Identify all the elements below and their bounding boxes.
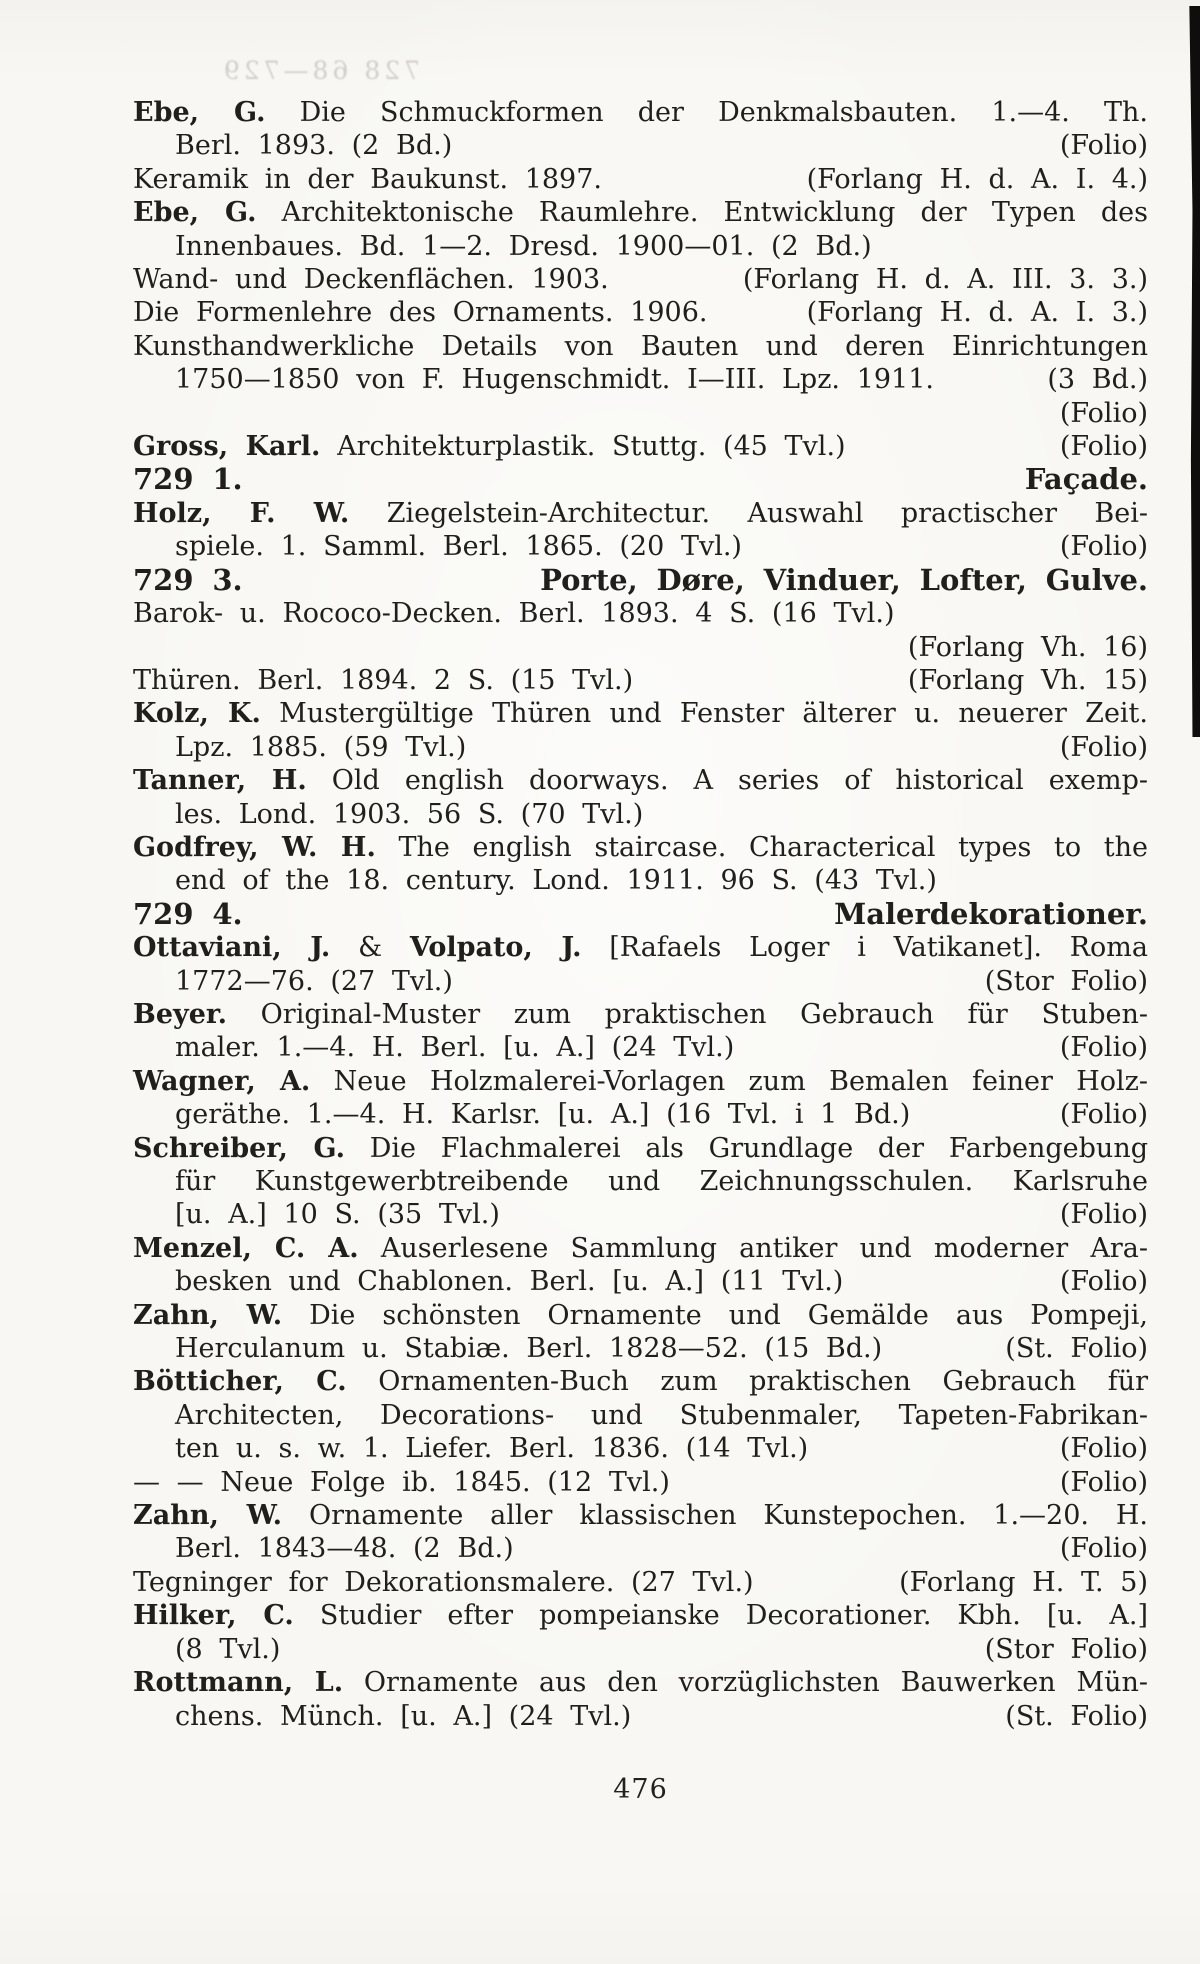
author-name: Menzel, C. A.	[133, 1232, 359, 1264]
author-name: 729 3.	[133, 562, 243, 597]
entry-left	[133, 1500, 1148, 1531]
author-name: Kolz, K.	[133, 698, 261, 730]
entry-text: Thüren. Berl. 1894. 2 S. (15 Tvl.)	[133, 664, 634, 696]
catalog-line	[133, 631, 1148, 664]
catalog-line	[133, 998, 1148, 1031]
entry-right	[1040, 430, 1148, 463]
entry-left	[175, 1166, 1148, 1197]
entry-left	[133, 1233, 1148, 1264]
entry-left	[133, 1366, 1148, 1397]
entry-text: — — Neue Folge ib. 1845. (12 Tvl.)	[133, 1466, 670, 1498]
catalog-line	[133, 397, 1148, 430]
entry-right	[985, 1332, 1148, 1365]
entry-right	[520, 564, 1148, 597]
entry-right	[965, 965, 1148, 998]
shelf-note: (Folio)	[1059, 1533, 1148, 1565]
entry-left	[133, 832, 1148, 863]
author-name: Ebe, G.	[133, 97, 266, 128]
catalog-line	[133, 1466, 1148, 1499]
entry-right	[723, 263, 1148, 296]
entry-left	[133, 463, 243, 496]
entry-right	[814, 898, 1148, 931]
entry-text: Ornamenten-Buch zum praktischen Gebrauch für	[346, 1366, 1148, 1398]
catalog-line	[133, 163, 1148, 196]
entry-text: Ornamente aus den vorzüglichsten Bauwerken Mün-	[343, 1667, 1149, 1699]
catalog-text-block	[133, 96, 1148, 1805]
entry-text: Lpz. 1885. (59 Tvl.)	[175, 731, 467, 763]
shelf-note: (Folio)	[1059, 1433, 1148, 1465]
catalog-line	[133, 129, 1148, 162]
entry-left	[175, 1098, 910, 1131]
entry-left	[133, 664, 633, 697]
entry-left	[133, 163, 602, 196]
entry-text: Tegninger for Dekorationsmalere. (27 Tvl.)	[133, 1566, 754, 1598]
entry-left	[175, 129, 452, 162]
entry-right	[1005, 463, 1148, 496]
catalog-line	[133, 330, 1148, 363]
entry-text: (8 Tvl.)	[175, 1633, 281, 1665]
author-name: Volpato, J.	[409, 932, 582, 964]
catalog-line	[133, 1132, 1148, 1165]
entry-left	[175, 1265, 843, 1298]
author-name: Wagner, A.	[133, 1065, 311, 1097]
entry-left	[175, 1432, 808, 1465]
author-name: Tanner, H.	[133, 765, 307, 797]
shelf-note: (St. Folio)	[1005, 1333, 1148, 1365]
section-title: Malerdekorationer.	[834, 896, 1148, 931]
author-name: Zahn, W.	[133, 1500, 283, 1532]
entry-text: Die Formenlehre des Ornaments. 1906.	[133, 297, 708, 329]
entry-right	[787, 296, 1148, 329]
entry-left	[175, 965, 453, 998]
entry-text: 1750—1850 von F. Hugenschmidt. I—III. Lpz. 1911.	[175, 364, 934, 396]
entry-left	[133, 296, 707, 329]
page-number: 476	[613, 1773, 668, 1805]
shelf-note: (Folio)	[1059, 1199, 1148, 1231]
entry-text: Mustergültige Thüren und Fenster älterer u. neuerer Zeit.	[260, 698, 1148, 730]
bleed-through-text: 728 68—729	[219, 56, 420, 85]
catalog-line	[133, 931, 1148, 964]
entry-right	[985, 1700, 1148, 1733]
author-name: Zahn, W.	[133, 1299, 283, 1331]
entry-right	[1040, 1198, 1148, 1231]
entry-text: Wand- und Deckenflächen. 1903.	[133, 264, 609, 296]
catalog-line	[133, 731, 1148, 764]
entry-left	[133, 999, 1148, 1030]
entry-right	[908, 632, 1148, 663]
entry-text: besken und Chablonen. Berl. [u. A.] (11 Tvl.)	[175, 1266, 844, 1298]
entry-right	[1040, 1031, 1148, 1064]
shelf-note: (Folio)	[1059, 397, 1148, 429]
entry-text: Auserlesene Sammlung antiker und moderner Ara-	[358, 1232, 1148, 1264]
shelf-note: (Stor Folio)	[984, 1633, 1148, 1665]
entry-text: les. Lond. 1903. 56 S. (70 Tvl.)	[175, 798, 644, 830]
entry-left	[133, 1667, 1148, 1698]
entry-text: Die schönsten Ornamente und Gemälde aus Pompeji,	[282, 1299, 1148, 1331]
catalog-line	[133, 1566, 1148, 1599]
entry-right	[1040, 129, 1148, 162]
catalog-line	[133, 96, 1148, 129]
shelf-note: (Forlang Vh. 16)	[907, 631, 1148, 663]
shelf-note: (Forlang H. d. A. I. 4.)	[806, 163, 1148, 195]
entry-left	[133, 765, 1148, 796]
author-name: 729 1.	[133, 462, 243, 497]
shelf-note: (Forlang H. d. A. III. 3. 3.)	[742, 264, 1148, 296]
catalog-line	[133, 1265, 1148, 1298]
catalog-line	[133, 1232, 1148, 1265]
entry-left	[175, 231, 872, 262]
entry-text: für Kunstgewerbtreibende und Zeichnungsschulen. Karlsruhe	[175, 1166, 1148, 1197]
entry-left	[133, 898, 243, 931]
entry-text: The english staircase. Characterical types to the	[375, 831, 1148, 863]
entry-right	[1027, 363, 1148, 396]
entry-text: maler. 1.—4. H. Berl. [u. A.] (24 Tvl.)	[175, 1032, 735, 1064]
entry-left	[133, 1300, 1148, 1331]
entry-left	[133, 197, 1148, 228]
shelf-note: (3 Bd.)	[1047, 364, 1148, 396]
entry-text: Berl. 1893. (2 Bd.)	[175, 130, 453, 162]
shelf-note: (Folio)	[1059, 531, 1148, 563]
catalog-line	[133, 196, 1148, 229]
catalog-line	[133, 1499, 1148, 1532]
catalog-line	[133, 597, 1148, 630]
author-name: Gross, Karl.	[133, 431, 321, 463]
catalog-line	[133, 497, 1148, 530]
entry-right	[1040, 530, 1148, 563]
shelf-note: (Folio)	[1059, 130, 1148, 162]
catalog-line	[133, 1700, 1148, 1733]
author-name: Bötticher, C.	[133, 1366, 347, 1398]
entry-text: Die Flachmalerei als Grundlage der Farbengebung	[345, 1132, 1148, 1164]
entry-right	[888, 664, 1148, 697]
entry-left	[133, 698, 1148, 729]
entry-text: Herculanum u. Stabiæ. Berl. 1828—52. (15 Bd.)	[175, 1333, 883, 1365]
catalog-line	[133, 1098, 1148, 1131]
entry-text: Innenbaues. Bd. 1—2. Dresd. 1900—01. (2 Bd.)	[175, 230, 872, 262]
entry-text: 1772—76. (27 Tvl.)	[175, 965, 453, 997]
catalog-line	[133, 230, 1148, 263]
catalog-line	[133, 1365, 1148, 1398]
entry-left	[133, 598, 895, 629]
entry-right	[1040, 1432, 1148, 1465]
entry-text: ten u. s. w. 1. Liefer. Berl. 1836. (14 Tvl.)	[175, 1433, 809, 1465]
entry-text: geräthe. 1.—4. H. Karlsr. [u. A.] (16 Tvl. i 1 Bd.)	[175, 1099, 911, 1131]
entry-text: Neue Holzmalerei-Vorlagen zum Bemalen feiner Holz-	[310, 1065, 1148, 1097]
entry-left	[133, 564, 243, 597]
entry-text: Ornamente aller klassischen Kunstepochen. 1.—20. H.	[282, 1500, 1149, 1532]
entry-left	[175, 363, 934, 396]
entry-left	[175, 1332, 882, 1365]
author-name: Ebe, G.	[133, 197, 257, 229]
entry-text: Berl. 1843—48. (2 Bd.)	[175, 1533, 514, 1565]
catalog-line	[133, 764, 1148, 797]
entry-left	[175, 1532, 514, 1565]
entry-text: Architekturplastik. Stuttg. (45 Tvl.)	[320, 431, 846, 463]
catalog-line	[133, 1065, 1148, 1098]
entry-right	[1040, 731, 1148, 764]
entry-left	[175, 1400, 1148, 1431]
entry-left	[133, 1066, 1148, 1097]
author-name: Holz, F. W.	[133, 497, 350, 529]
entry-right	[1040, 1466, 1148, 1499]
catalog-line	[133, 1198, 1148, 1231]
entry-left	[175, 865, 937, 896]
author-name: Rottmann, L.	[133, 1667, 344, 1699]
author-name: Hilker, C.	[133, 1600, 294, 1632]
entry-text: Ziegelstein-Architectur. Auswahl practischer Bei-	[349, 497, 1148, 529]
shelf-note: (Folio)	[1059, 431, 1148, 463]
shelf-note: (Forlang H. T. 5)	[899, 1566, 1148, 1598]
entry-left	[133, 97, 1148, 128]
entry-text: Old english doorways. A series of historical exemp-	[306, 765, 1148, 797]
entry-left	[175, 731, 466, 764]
entry-text: Studier efter pompeianske Decorationer. Kbh. [u. A.]	[293, 1600, 1148, 1632]
section-title: Façade.	[1024, 462, 1148, 497]
catalog-line	[133, 831, 1148, 864]
catalog-line	[133, 1165, 1148, 1198]
entry-text: Barok- u. Rococo-Decken. Berl. 1893. 4 S. (16 Tvl.)	[133, 598, 895, 630]
entry-text: Original-Muster zum praktischen Gebrauch für Stuben-	[227, 998, 1148, 1030]
shelf-note: (Forlang Vh. 15)	[907, 664, 1148, 696]
entry-left	[133, 1133, 1148, 1164]
catalog-line	[133, 363, 1148, 396]
catalog-line	[133, 263, 1148, 296]
entry-right	[965, 1633, 1148, 1666]
scan-edge-artifact	[1187, 6, 1200, 737]
shelf-note: (Folio)	[1059, 731, 1148, 763]
entry-text: Kunsthandwerkliche Details von Bauten und deren Einrichtungen	[133, 330, 1148, 362]
entry-right	[1060, 398, 1148, 429]
catalog-line	[133, 1031, 1148, 1064]
entry-left	[175, 1700, 631, 1733]
catalog-line	[133, 564, 1148, 597]
entry-left	[133, 932, 1148, 963]
section-title: Porte, Døre, Vinduer, Lofter, Gulve.	[540, 562, 1148, 597]
catalog-line	[133, 1666, 1148, 1699]
shelf-note: (Stor Folio)	[984, 965, 1148, 997]
entry-left	[133, 498, 1148, 529]
catalog-line	[133, 1599, 1148, 1632]
entry-text: Die Schmuckformen der Denkmalsbauten. 1.—4. Th.	[265, 97, 1148, 128]
entry-right	[787, 163, 1148, 196]
entry-left	[175, 799, 643, 830]
shelf-note: (Folio)	[1059, 1099, 1148, 1131]
entry-left	[175, 1198, 500, 1231]
entry-left	[133, 1566, 754, 1599]
catalog-lines	[133, 96, 1148, 1733]
entry-left	[133, 263, 609, 296]
catalog-line	[133, 530, 1148, 563]
catalog-line	[133, 864, 1148, 897]
entry-text: Architektonische Raumlehre. Entwicklung der Typen des	[256, 197, 1148, 229]
entry-left	[133, 331, 1148, 362]
entry-left	[133, 1466, 670, 1499]
entry-text: end of the 18. century. Lond. 1911. 96 S. (43 Tvl.)	[175, 865, 937, 897]
catalog-line	[133, 697, 1148, 730]
catalog-line	[133, 898, 1148, 931]
entry-left	[175, 1633, 280, 1666]
entry-left	[175, 530, 742, 563]
entry-right	[1040, 1532, 1148, 1565]
author-name: Ottaviani, J.	[133, 932, 331, 964]
catalog-line	[133, 664, 1148, 697]
catalog-line	[133, 1432, 1148, 1465]
entry-text: [Rafaels Loger i Vatikanet]. Roma	[581, 932, 1148, 964]
entry-right	[1040, 1098, 1148, 1131]
entry-text: Architecten, Decorations- und Stubenmaler, Tapeten-Fabrikan-	[175, 1399, 1148, 1431]
shelf-note: (Forlang H. d. A. I. 3.)	[806, 297, 1148, 329]
entry-text: [u. A.] 10 S. (35 Tvl.)	[175, 1199, 500, 1231]
entry-right	[879, 1566, 1148, 1599]
author-name: 729 4.	[133, 896, 243, 931]
catalog-line	[133, 798, 1148, 831]
shelf-note: (St. Folio)	[1005, 1700, 1148, 1732]
entry-text: spiele. 1. Samml. Berl. 1865. (20 Tvl.)	[175, 531, 742, 563]
catalog-line	[133, 1532, 1148, 1565]
shelf-note: (Folio)	[1059, 1266, 1148, 1298]
author-name: Beyer.	[133, 998, 228, 1030]
author-name: Godfrey, W. H.	[133, 831, 376, 863]
entry-right	[1040, 1265, 1148, 1298]
catalog-line	[133, 1399, 1148, 1432]
catalog-line	[133, 1332, 1148, 1365]
entry-left	[133, 430, 846, 463]
shelf-note: (Folio)	[1059, 1466, 1148, 1498]
catalog-line	[133, 1633, 1148, 1666]
entry-text: &	[330, 932, 410, 964]
entry-text: chens. Münch. [u. A.] (24 Tvl.)	[175, 1700, 632, 1732]
author-name: Schreiber, G.	[133, 1132, 346, 1164]
catalog-line	[133, 965, 1148, 998]
entry-left	[133, 1600, 1148, 1631]
entry-text: Keramik in der Baukunst. 1897.	[133, 163, 603, 195]
entry-left	[175, 1031, 734, 1064]
shelf-note: (Folio)	[1059, 1032, 1148, 1064]
catalog-line	[133, 296, 1148, 329]
catalog-line	[133, 1299, 1148, 1332]
catalog-line	[133, 430, 1148, 463]
catalog-line	[133, 463, 1148, 496]
